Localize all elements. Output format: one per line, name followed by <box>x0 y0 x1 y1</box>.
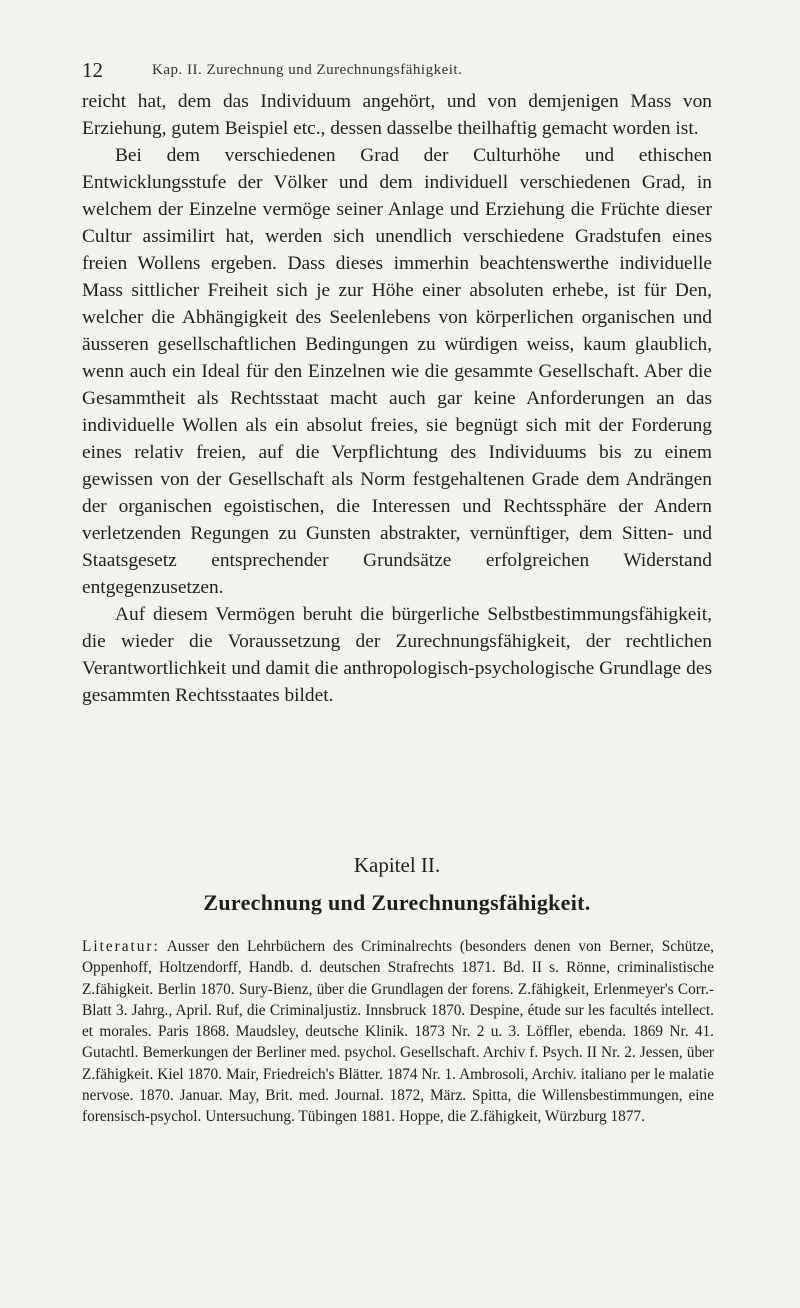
literature-section <box>82 936 714 1128</box>
main-text <box>82 88 712 709</box>
chapter-heading <box>82 853 712 916</box>
literature-label: Literatur: <box>82 938 160 955</box>
chapter-label: Kapitel II. <box>353 853 441 877</box>
paragraph: Bei dem verschiedenen Grad der Culturhöhe und ethischen Entwicklungsstufe der Völker und dem individuell verschiedenen Grad, in welchem der Einzelne vermöge seiner Anlage und Erziehung die Früchte dieser Cultur assimilirt hat, werden sich unendlich verschiedene Gradstufen eines freien Wollens ergeben. Dass dieses immerhin beachtenswerthe individuelle Mass sittlicher Freiheit sich je zur Höhe einer absoluten erhebe, ist für Den, welcher die Abhängigkeit des Seelenlebens von körperlichen organischen und äusseren gesellschaftlichen Bedingungen zu würdigen weiss, kaum glaublich, wenn auch ein Ideal für den Einzelnen wie die gesammte Gesellschaft. Aber die Gesammtheit als Rechtsstaat macht auch gar keine Anforderungen an das individuelle Wollen als ein absolut freies, sie begnügt sich mit der Forderung eines relativ freien, auf die Verpflichtung des Individuums bis zu einem gewissen von der Gesellschaft als Norm festgehaltenen Grade dem Andrängen der organischen egoistischen, die Interessen und Rechtssphäre der Andern verletzenden Regungen zu Gunsten abstrakter, vernünftiger, dem Sitten- und Staatsgesetz entsprechender Grundsätze erfolgreichen Widerstand entgegenzusetzen. <box>82 145 712 598</box>
running-title: Kap. II. Zurechnung und Zurechnungsfähigkeit. <box>152 62 463 78</box>
chapter-title: Zurechnung und Zurechnungsfähigkeit. <box>203 890 591 915</box>
paragraph: reicht hat, dem das Individuum angehört, und von demjenigen Mass von Erziehung, gutem Beispiel etc., dessen dasselbe theilhaftig gemacht worden ist. <box>82 91 712 139</box>
page-number: 12 <box>82 58 103 82</box>
paragraph: Auf diesem Vermögen beruht die bürgerliche Selbstbestimmungsfähigkeit, die wieder die Voraussetzung der Zurechnungsfähigkeit, der rechtlichen Verantwortlichkeit und damit die anthropologisch-psychologische Grundlage des gesammten Rechtsstaates bildet. <box>82 604 712 706</box>
literature-text: Ausser den Lehrbüchern des Criminalrechts (besonders denen von Berner, Schütze, Oppenhoff, Holtzendorff, Handb. d. deutschen Strafrechts 1871. Bd. II s. Rönne, criminalistische Z.fähigkeit. Berlin 1870. Sury-Bienz, über die Grundlagen der forens. Z.fähigkeit, Erlenmeyer's Corr.-Blatt 3. Jahrg., April. Ruf, die Criminaljustiz. Innsbruck 1870. Despine, étude sur les facultés intellect. et morales. Paris 1868. Maudsley, deutsche Klinik. 1873 Nr. 2 u. 3. Löffler, ebenda. 1869 Nr. 41. Gutachtl. Bemerkungen der Berliner med. psychol. Gesellschaft. Archiv f. Psych. II Nr. 2. Jessen, über Z.fähigkeit. Kiel 1870. Mair, Friedreich's Blätter. 1874 Nr. 1. Ambrosoli, Archiv. italiano per le malatie nervose. 1870. Januar. May, Brit. med. Journal. 1872, März. Spitta, die Willensbestimmungen, eine forensisch-psychol. Untersuchung. Tübingen 1881. Hoppe, die Z.fähigkeit, Würzburg 1877. <box>82 938 714 1126</box>
